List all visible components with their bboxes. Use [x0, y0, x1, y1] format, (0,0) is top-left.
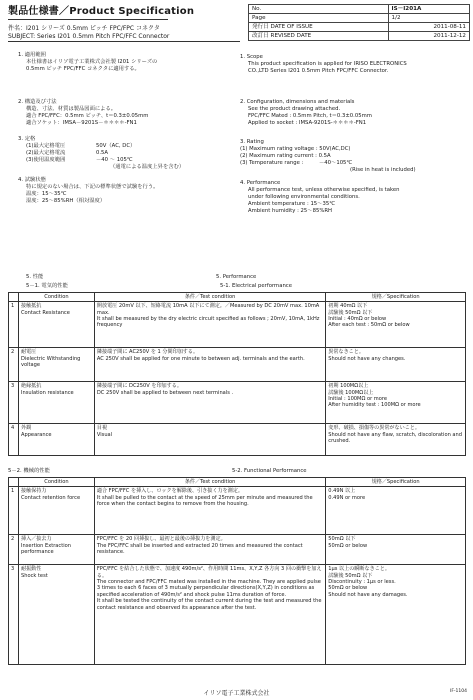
performance-heading-jp: 5. 性能	[26, 274, 44, 280]
row-item	[18, 487, 94, 535]
rating-label: (1)最大定格電圧	[26, 142, 66, 149]
row-item	[18, 302, 94, 348]
table-row	[9, 302, 466, 348]
document-title: 製品仕様書／Product Specification	[8, 6, 195, 17]
functional-performance-table	[8, 477, 466, 665]
table-header-row	[9, 478, 466, 487]
section-heading: 1. Scope	[240, 54, 263, 60]
rating-value: 0.5A	[318, 152, 331, 159]
left-column-jp	[18, 52, 228, 205]
row-no: 1	[9, 302, 19, 348]
item-en: Shock test	[20, 572, 48, 579]
item-en: Insulation resistance	[20, 389, 74, 396]
section-text: 特に規定のない場合は、下記の標準状態で試験を行う。	[26, 183, 159, 190]
section-text: 温度：15～35℃	[26, 191, 67, 198]
section-heading: 4. 試験状態	[18, 176, 46, 183]
subject-underline	[8, 41, 240, 42]
row-condition: 目視 Visual	[94, 424, 325, 456]
table-row	[9, 424, 466, 456]
header-no	[9, 293, 19, 302]
company-footer: イリソ電子工業株式会社	[203, 690, 270, 697]
functional-title-jp: 5－2. 機械的性能	[8, 468, 50, 474]
header-specification: 規格／Specification	[326, 293, 466, 302]
header-test-condition: 条件／Test condition	[94, 478, 325, 487]
row-item	[18, 348, 94, 382]
header-test-condition: 条件／Test condition	[94, 293, 325, 302]
item-en: Dielectric Withstanding voltage	[20, 355, 81, 369]
row-condition: FPC/FFC を 20 回挿抜し、最初と最後の挿抜力を測定。 The FPC/FFC shall be inserted and extracted 20 times and measured the contact resistance.	[94, 535, 325, 565]
rating-label: (3) Temperature range :	[240, 160, 304, 167]
rating-row	[18, 150, 228, 157]
page-label: Page	[249, 14, 389, 23]
rating-value: 50V（AC, DC）	[96, 142, 136, 149]
doc-no-value: IS－I201A	[388, 5, 469, 14]
rating-row	[18, 143, 228, 150]
table-row	[9, 348, 466, 382]
rating-value: 50V(AC,DC)	[319, 145, 351, 152]
row-spec: 1μs 以上の瞬断なきこと。 試験後 50mΩ 以下 Discontinuity : 1μs or less. 50mΩ or below Should not have any damages.	[326, 565, 466, 665]
row-no: 1	[9, 487, 19, 535]
section-heading: 3. Rating	[240, 138, 264, 145]
header-condition-item: Condition	[18, 293, 94, 302]
section-heading: 4. Performance	[240, 179, 281, 186]
section-text: 適合 FPC/FFC：0.5mm ピッチ、t＝0.3±0.05mm	[26, 113, 149, 120]
header-condition-item: Condition	[18, 478, 94, 487]
header-no	[9, 478, 19, 487]
table-row	[9, 487, 466, 535]
item-jp: 接触抵抗	[20, 303, 42, 310]
rating-row	[240, 160, 470, 167]
section-heading: 1. 適用範囲	[18, 52, 46, 58]
row-no: 3	[9, 565, 19, 665]
item-jp: 耐電圧	[20, 349, 37, 356]
row-spec: 異常なきこと。 Should not have any changes.	[326, 348, 466, 382]
row-spec: 初期 100MΩ以上 試験後 100MΩ以上 Initial : 100MΩ or more After humidity test : 100MΩ or more	[326, 382, 466, 424]
section-text: Ambient temperature : 15～35℃	[248, 201, 336, 208]
table-row	[9, 382, 466, 424]
section-heading: 3. 定格	[18, 135, 36, 142]
section-heading: 2. 構造及び寸法	[18, 98, 57, 105]
electrical-title-en: 5-1. Electrical performance	[220, 283, 292, 289]
table-row	[9, 565, 466, 665]
item-jp: 絶縁抵抗	[20, 383, 42, 390]
table-row	[9, 535, 466, 565]
section-text: Applied to socket : IMSA-9201S-＊＊＊＊-FN1	[248, 120, 367, 127]
subject-line-jp: 件名：I201 シリーズ 0.5mm ピッチ FPC/FPC コネクタ	[8, 25, 160, 32]
rating-value: －40 ～ 105℃	[96, 157, 133, 164]
table-header-row	[9, 293, 466, 302]
electrical-performance-table	[8, 292, 466, 456]
row-spec: 0.49N 以上 0.49N or more	[326, 487, 466, 535]
doc-no-label: No.	[249, 5, 389, 14]
rating-value: 0.5A	[96, 149, 109, 156]
rating-label: (1) Maximum rating voltage :	[240, 145, 318, 152]
row-item	[18, 535, 94, 565]
page-value: 1/2	[388, 14, 469, 23]
section-text: CO.,LTD Series I201 0.5mm Pitch FPC/FFC Connector.	[248, 68, 389, 75]
rating-row	[240, 146, 470, 153]
rating-row	[240, 153, 470, 160]
item-en: Contact Resistance	[20, 309, 70, 316]
section-text: 構造、寸法、材質は製品図面による。	[26, 105, 117, 112]
row-item	[18, 565, 94, 665]
section-text: FPC/FFC Mated : 0.5mm Pitch, t＝0.3±0.05mm	[248, 113, 372, 120]
row-no: 3	[9, 382, 19, 424]
item-jp: 外観	[20, 425, 32, 432]
row-spec: 変形、破損、損傷等の異常がないこと。 Should not have any flaw, scratch, discoloration and crushed.	[326, 424, 466, 456]
rating-note: (Rise in heat is included)	[350, 167, 416, 174]
revised-date-value: 2011-12-12	[388, 32, 469, 41]
section-text: See the product drawing attached.	[248, 105, 341, 112]
rating-label: (2)最大定格電流	[26, 149, 66, 156]
item-en: Contact retention force	[20, 494, 81, 501]
functional-title-en: 5-2. Functional Performance	[232, 468, 307, 474]
rating-value: －40～105℃	[318, 160, 353, 167]
header-specification: 規格／Specification	[326, 478, 466, 487]
rating-label: (3)使用温度範囲	[26, 157, 66, 164]
rating-note: （通電による温度上昇を含む）	[110, 164, 185, 171]
rating-label: (2) Maximum rating current :	[240, 152, 317, 159]
section-text: 湿度：25～85%RH（相対湿度）	[26, 198, 106, 205]
issued-date-label: 発行日 DATE OF ISSUE	[249, 23, 389, 32]
row-item	[18, 382, 94, 424]
row-no: 4	[9, 424, 19, 456]
row-condition: 開放電圧 20mV 以下、短絡電流 10mA 以下にて測定。／Measured by DC 20mV max. 10mA max. It shall be measured by the dry electric circuit specified as follows ; 20mV, 10mA, 1kHz frequency	[94, 302, 325, 348]
section-heading: 2. Configuration, dimensions and materials	[240, 98, 355, 105]
document-info-table	[248, 4, 470, 41]
row-condition: 適合 FPC/FFC を挿入し、ロックを解除後、引き抜く力を測定。 It shall be pulled to the contact at the speed of 25mm per minute and measured the force when the contact begins to remove from the housing.	[94, 487, 325, 535]
row-spec: 初期 40mΩ 以下 試験後 50mΩ 以下 Initial : 40mΩ or below After each test : 50mΩ or below	[326, 302, 466, 348]
rating-row	[18, 157, 228, 164]
section-text: 本仕様書はイリソ電子工業株式会社製 I201 シリーズの	[26, 59, 158, 66]
section-text: under following environmental conditions.	[248, 194, 360, 201]
performance-heading-en: 5. Performance	[216, 274, 257, 280]
row-condition: FPC/FFC を結合した状態で、加速度 490m/s²、作用時間 11ms、X,Y,Z 各方向 3 回の衝撃を加える。 The connector and FPC/FFC mated was installed in the machine. They are applied pulse 3 times to each 6 faces of 3 mutually perpendicular directions(X,Y,Z) in conditions as specified acceleration of 490m/s² and shock pulse 11ms duration of force. It shall be tested the continuity of the contact current during the test and measured the contact resistance and observed its appearance after the test.	[94, 565, 325, 665]
section-text: All performance test, unless otherwise specified, is taken	[248, 186, 400, 193]
item-en: Insertion Extraction performance	[20, 542, 71, 556]
row-condition: 隣接端子間に AC250V を 1 分間印加する。 AC 250V shall be applied for one minute to between adj. terminals and the earth.	[94, 348, 325, 382]
item-en: Appearance	[20, 431, 52, 438]
item-jp: 挿入／抜去力	[20, 536, 52, 543]
row-no: 2	[9, 348, 19, 382]
right-column-en	[240, 54, 470, 215]
item-jp: 耐振動性	[20, 566, 42, 573]
title-underline	[8, 19, 168, 20]
section-text: 0.5mm ピッチ FPC/FFC コネクタに適用する。	[26, 66, 140, 73]
section-text: This product specification is applied for IRISO ELECTRONICS	[248, 61, 407, 68]
row-condition: 隣接端子間に DC250V を印加する。 DC 250V shall be applied to between next terminals .	[94, 382, 325, 424]
section-text: Ambient humidity : 25～85%RH	[248, 208, 333, 215]
row-item	[18, 424, 94, 456]
row-no: 2	[9, 535, 19, 565]
electrical-title-jp: 5－1. 電気的性能	[26, 283, 68, 289]
row-spec: 50mΩ 以下 50mΩ or below	[326, 535, 466, 565]
item-jp: 接触保持力	[20, 488, 47, 495]
section-text: 適合ソケット：IMSA－9201S－＊＊＊＊-FN1	[26, 120, 137, 127]
issued-date-value: 2011-08-11	[388, 23, 469, 32]
form-number: IF-1104	[450, 689, 467, 694]
revised-date-label: 改訂日 REVISED DATE	[249, 32, 389, 41]
subject-line-en: SUBJECT: Series I201 0.5mm Pitch FPC/FFC Connector	[8, 33, 170, 40]
